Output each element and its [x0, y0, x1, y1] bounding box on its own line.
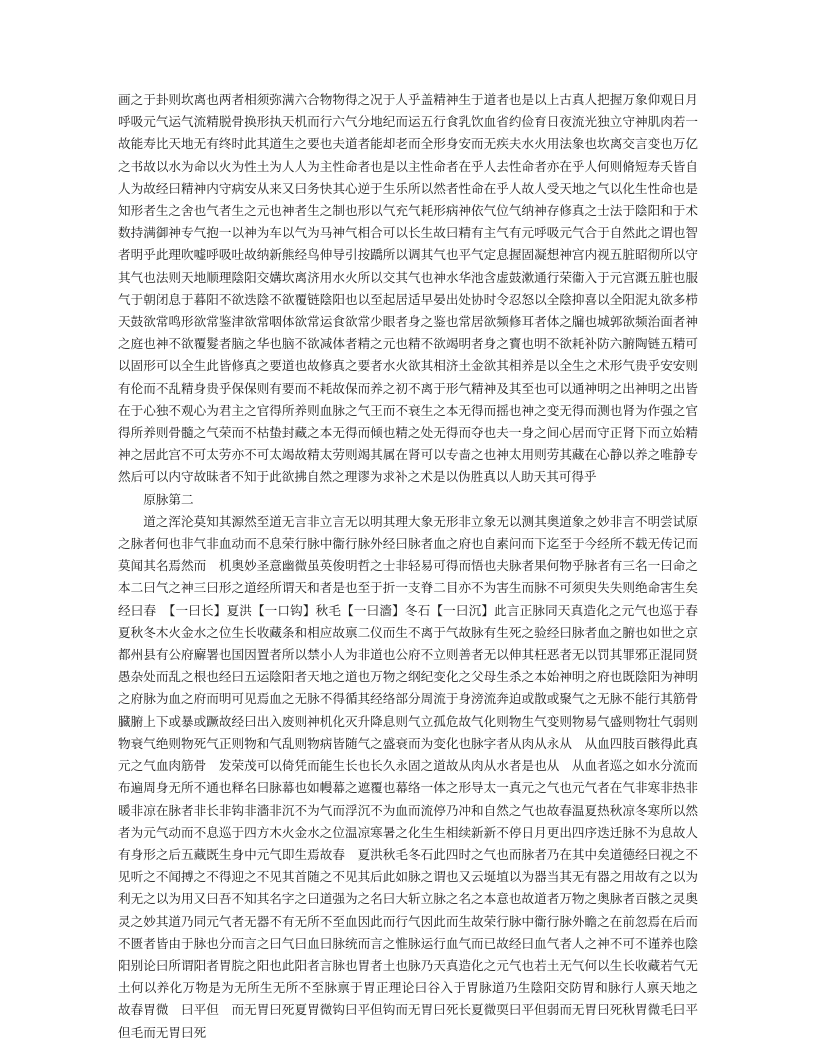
section-heading-yuanmai: 原脉第二: [143, 491, 194, 507]
paragraph-preface-essay: 画之于卦则坎离也两者相须弥满六合物物得之况于人乎盖精神生于道者也是以上古真人把握万象仰观日月呼吸元气运气流精脱骨换形执天机而行六气分地纪而运五行食乳饮血省约俭育日夜流光独立守神肌肉若一故能寿比天地无有终时此其道生之要也夫道者能却老而全形身安而无疾夫水火用法象也坎离交言变也万亿之书故以水为命以火为性土为人人为主性命者也是以主性命者在乎人去性命者亦在乎人何则脩短寿夭皆自人为故经曰精神内守病安从来又曰务快其心逆于生乐所以然者性命在乎人故人受天地之气以化生性命也是知形者生之舍也气者生之元也神者生之制也形以气充气耗形病神依气位气纳神存修真之士法于陰阳和于术数持满御神专气抱一以神为车以气为马神气相合可以长生故曰精有主气有元呼吸元气合于自然此之谓也智者明乎此理吹嘘呼吸吐故纳新熊经鸟伸导引按蹻所以调其气也平气定息握固凝想神宫内视五脏昭彻所以守其气也法则天地顺理陰阳交媾坎离济用水火所以交其气也神水华池含虚鼓漱通行荣衞入于元宫溉五脏也服气于朝闭息于暮阳不欲迭陰不欲覆链陰阳也以至起居适早晏出处协时令忍怒以全陰抑喜以全阳泥丸欲多栉天鼓欲常鸣形欲常鉴津欲常咽体欲常运食欲常少眼者身之鉴也常居欲频修耳者体之牖也城郭欲频治面者神之庭也神不欲覆髮者脑之华也脑不欲减体者精之元也精不欲竭明者身之寳也明不欲耗补防六腑陶链五精可以固形可以全生此皆修真之要道也故修真之要者水火欲其相济土金欲其相养是以全生之术形气贵乎安安则有伦而不乱精身贵乎保保则有要而不耗故保而养之初不离于形气精神及其至也可以通神明之出神明之出皆在于心独不观心为君主之官得所养则血脉之气王而不衰生之本无得而摇也神之变无得而测也肾为作强之官得所养则骨髓之气荣而不枯蛰封藏之本无得而倾也精之处无得而夺也夫一身之间心居而守正肾下而立始精神之居此宫不可太劳亦不可太竭故精太劳则竭其属在肾可以专啬之也神太用则劳其藏在心静以养之唯静专然后可以内守故昧者不知于此欲拂自然之理谬为求补之术是以伪胜真以人助天其可得乎: [118, 92, 698, 485]
paragraph-yuanmai-body: 道之浑沦莫知其源然至道无言非立言无以明其理大象无形非立象无以测其奥道象之妙非言不明尝试原之脉者何也非气非血动而不息荣行脉中衞行脉外经曰脉者血之府也自素问而下迄至于今经所不载无传记而莫闻其名焉然而 机奥妙圣意幽微虽英俊明哲之士非轻易可得而悟也夫脉者果何物乎脉者有三名一曰命之本二曰气之神三曰形之道经所谓天和者是也至于折一支脊二目亦不为害生而脉不可须臾失失则绝命害生矣经曰春 【一曰长】夏洪【一口钩】秋毛【一曰濇】冬石【一曰沉】此言正脉同天真造化之元气也巡于春夏秋冬木火金水之位生长收藏条和相应故禀二仪而生不离于气故脉有生死之验经曰脉者血之腑也如世之京都州县有公府廨署也国因置者所以禁小人为非道也公府不立则善者无以伸其枉恶者无以罚其罪邪正混同贤愚杂处而乱之根也经曰五运陰阳者天地之道也万物之纲纪变化之父母生杀之本始神明之府也既陰阳为神明之府脉为血之府而明可见焉血之无脉不得循其经络部分周流于身滂流奔迫或散或聚气之无脉不能行其筋骨臓腑上下或暴或蹶故经曰出入废则神机化灭升降息则气立孤危故气化则物生气变则物易气盛则物壮气弱则物衰气绝则物死气正则物和气乱则物病皆随气之盛衰而为变化也脉字者从肉从永从 从血四肢百骸得此真元之气血肉筋骨 发荣茂可以倚凭而能生长也长久永固之道故从肉从水者是也从 从血者巡之如水分流而布遍周身无所不通也释名曰脉幕也如幔幕之遮覆也幕络一体之形导太一真元之气也元气者在气非寒非热非暖非凉在脉者非长非钩非濇非沉不为气而浮沉不为血而流停乃冲和自然之气也故春温夏热秋凉冬寒所以然者为元气动而不息巡于四方木火金水之位温凉寒暑之化生生相续新新不停日月更出四序迭迁脉不为息故人有身形之后五藏既生身中元气即生焉故春 夏洪秋毛冬石此四时之气也而脉者乃在其中矣道德经曰视之不见听之不闻搏之不得迎之不见其首随之不见其后此如脉之谓也又云埏埴以为器当其无有器之用故有之以为利无之以为用又曰吾不知其名字之曰道强为之名曰大斩立脉之名之本意也故道者万物之奥脉者百骸之灵奥灵之妙其道乃同元气者无器不有无所不至血因此而行气因此而生故荣行脉中衞行脉外瞻之在前忽焉在后而不匮者皆由于脉也分而言之曰气曰血曰脉统而言之惟脉运行血气而已故经曰血气者人之神不可不谨养也陰阳别论曰所谓阳者胃脘之阳也此阳者言脉也胃者土也脉乃天真造化之元气也若土无气何以生长收藏若气无土何以养化万物是为无所生无所不至脉禀于胃正理论曰谷入于胃脉道乃生陰阳交防胃和脉行人禀天地之 故春胃微 曰平但 而无胃曰死夏胃微钩曰平但钩而无胃曰死长夏微耎曰平但弱而无胃曰死秋胃微毛曰平但毛而无胃曰死: [118, 513, 711, 1040]
document-page: [118, 89, 711, 1044]
